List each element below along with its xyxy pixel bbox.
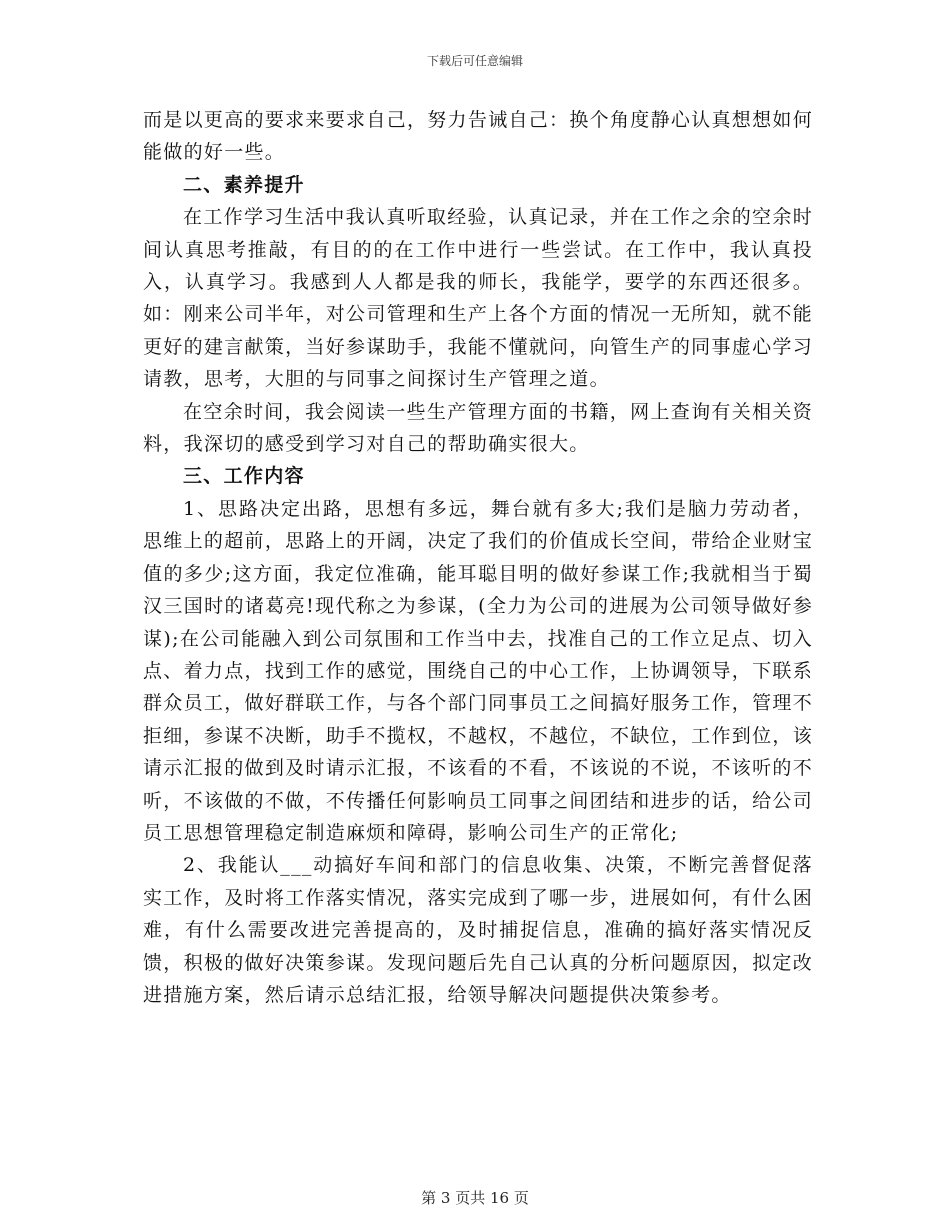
paragraph-quality-2: 在空余时间，我会阅读一些生产管理方面的书籍，网上查询有关相关资料，我深切的感受到学习对自己的帮助确实很大。 (143, 400, 813, 456)
page-footer: 第 3 页共 16 页 (421, 1189, 529, 1207)
paragraph-work-1: 1、思路决定出路，思想有多远，舞台就有多大;我们是脑力劳动者，思维上的超前，思路上的开阔，决定了我们的价值成长空间，带给企业财宝值的多少;这方面，我定位准确，能耳聪目明的做好参谋工作;我就相当于蜀汉三国时的诸葛亮!现代称之为参谋，(全力为公司的进展为公司领导做好参谋);在公司能融入到公司氛围和工作当中去，找准自己的工作立足点、切入点、着力点，找到工作的感觉，围绕自己的中心工作，上协调领导，下联系群众员工，做好群联工作，与各个部门同事员工之间搞好服务工作，管理不拒细，参谋不决断，助手不揽权，不越权，不越位，不缺位，工作到位，该请示汇报的做到及时请示汇报，不该看的不看，不该说的不说，不该听的不听，不该做的不做，不传播任何影响员工同事之间团结和进步的话，给公司员工思想管理稳定制造麻烦和障碍，影响公司生产的正常化; (143, 497, 813, 844)
paragraph-continuation: 而是以更高的要求来要求自己，努力告诫自己：换个角度静心认真想想如何能做的好一些。 (143, 109, 813, 164)
section-heading-work-content: 三、工作内容 (183, 465, 305, 488)
document-body (143, 104, 813, 1011)
paragraph-quality-1: 在工作学习生活中我认真听取经验，认真记录，并在工作之余的空余时间认真思考推敲，有目的的在工作中进行一些尝试。在工作中，我认真投入，认真学习。我感到人人都是我的师长，我能学，要学的东西还很多。如：刚来公司半年，对公司管理和生产上各个方面的情况一无所知，就不能更好的建言献策，当好参谋助手，我能不懂就问，向管生产的同事虚心学习请教，思考，大胆的与同事之间探讨生产管理之道。 (143, 206, 813, 391)
page-header: 下载后可任意编辑 (426, 54, 523, 68)
section-heading-quality: 二、素养提升 (183, 173, 305, 196)
paragraph-work-2: 2、我能认___动搞好车间和部门的信息收集、决策，不断完善督促落实工作，及时将工作落实情况，落实完成到了哪一步，进展如何，有什么困难，有什么需要改进完善提高的，及时捕捉信息，准确的搞好落实情况反馈，积极的做好决策参谋。发现问题后先自己认真的分析问题原因，拟定改进措施方案，然后请示总结汇报，给领导解决问题提供决策参考。 (143, 854, 813, 1006)
